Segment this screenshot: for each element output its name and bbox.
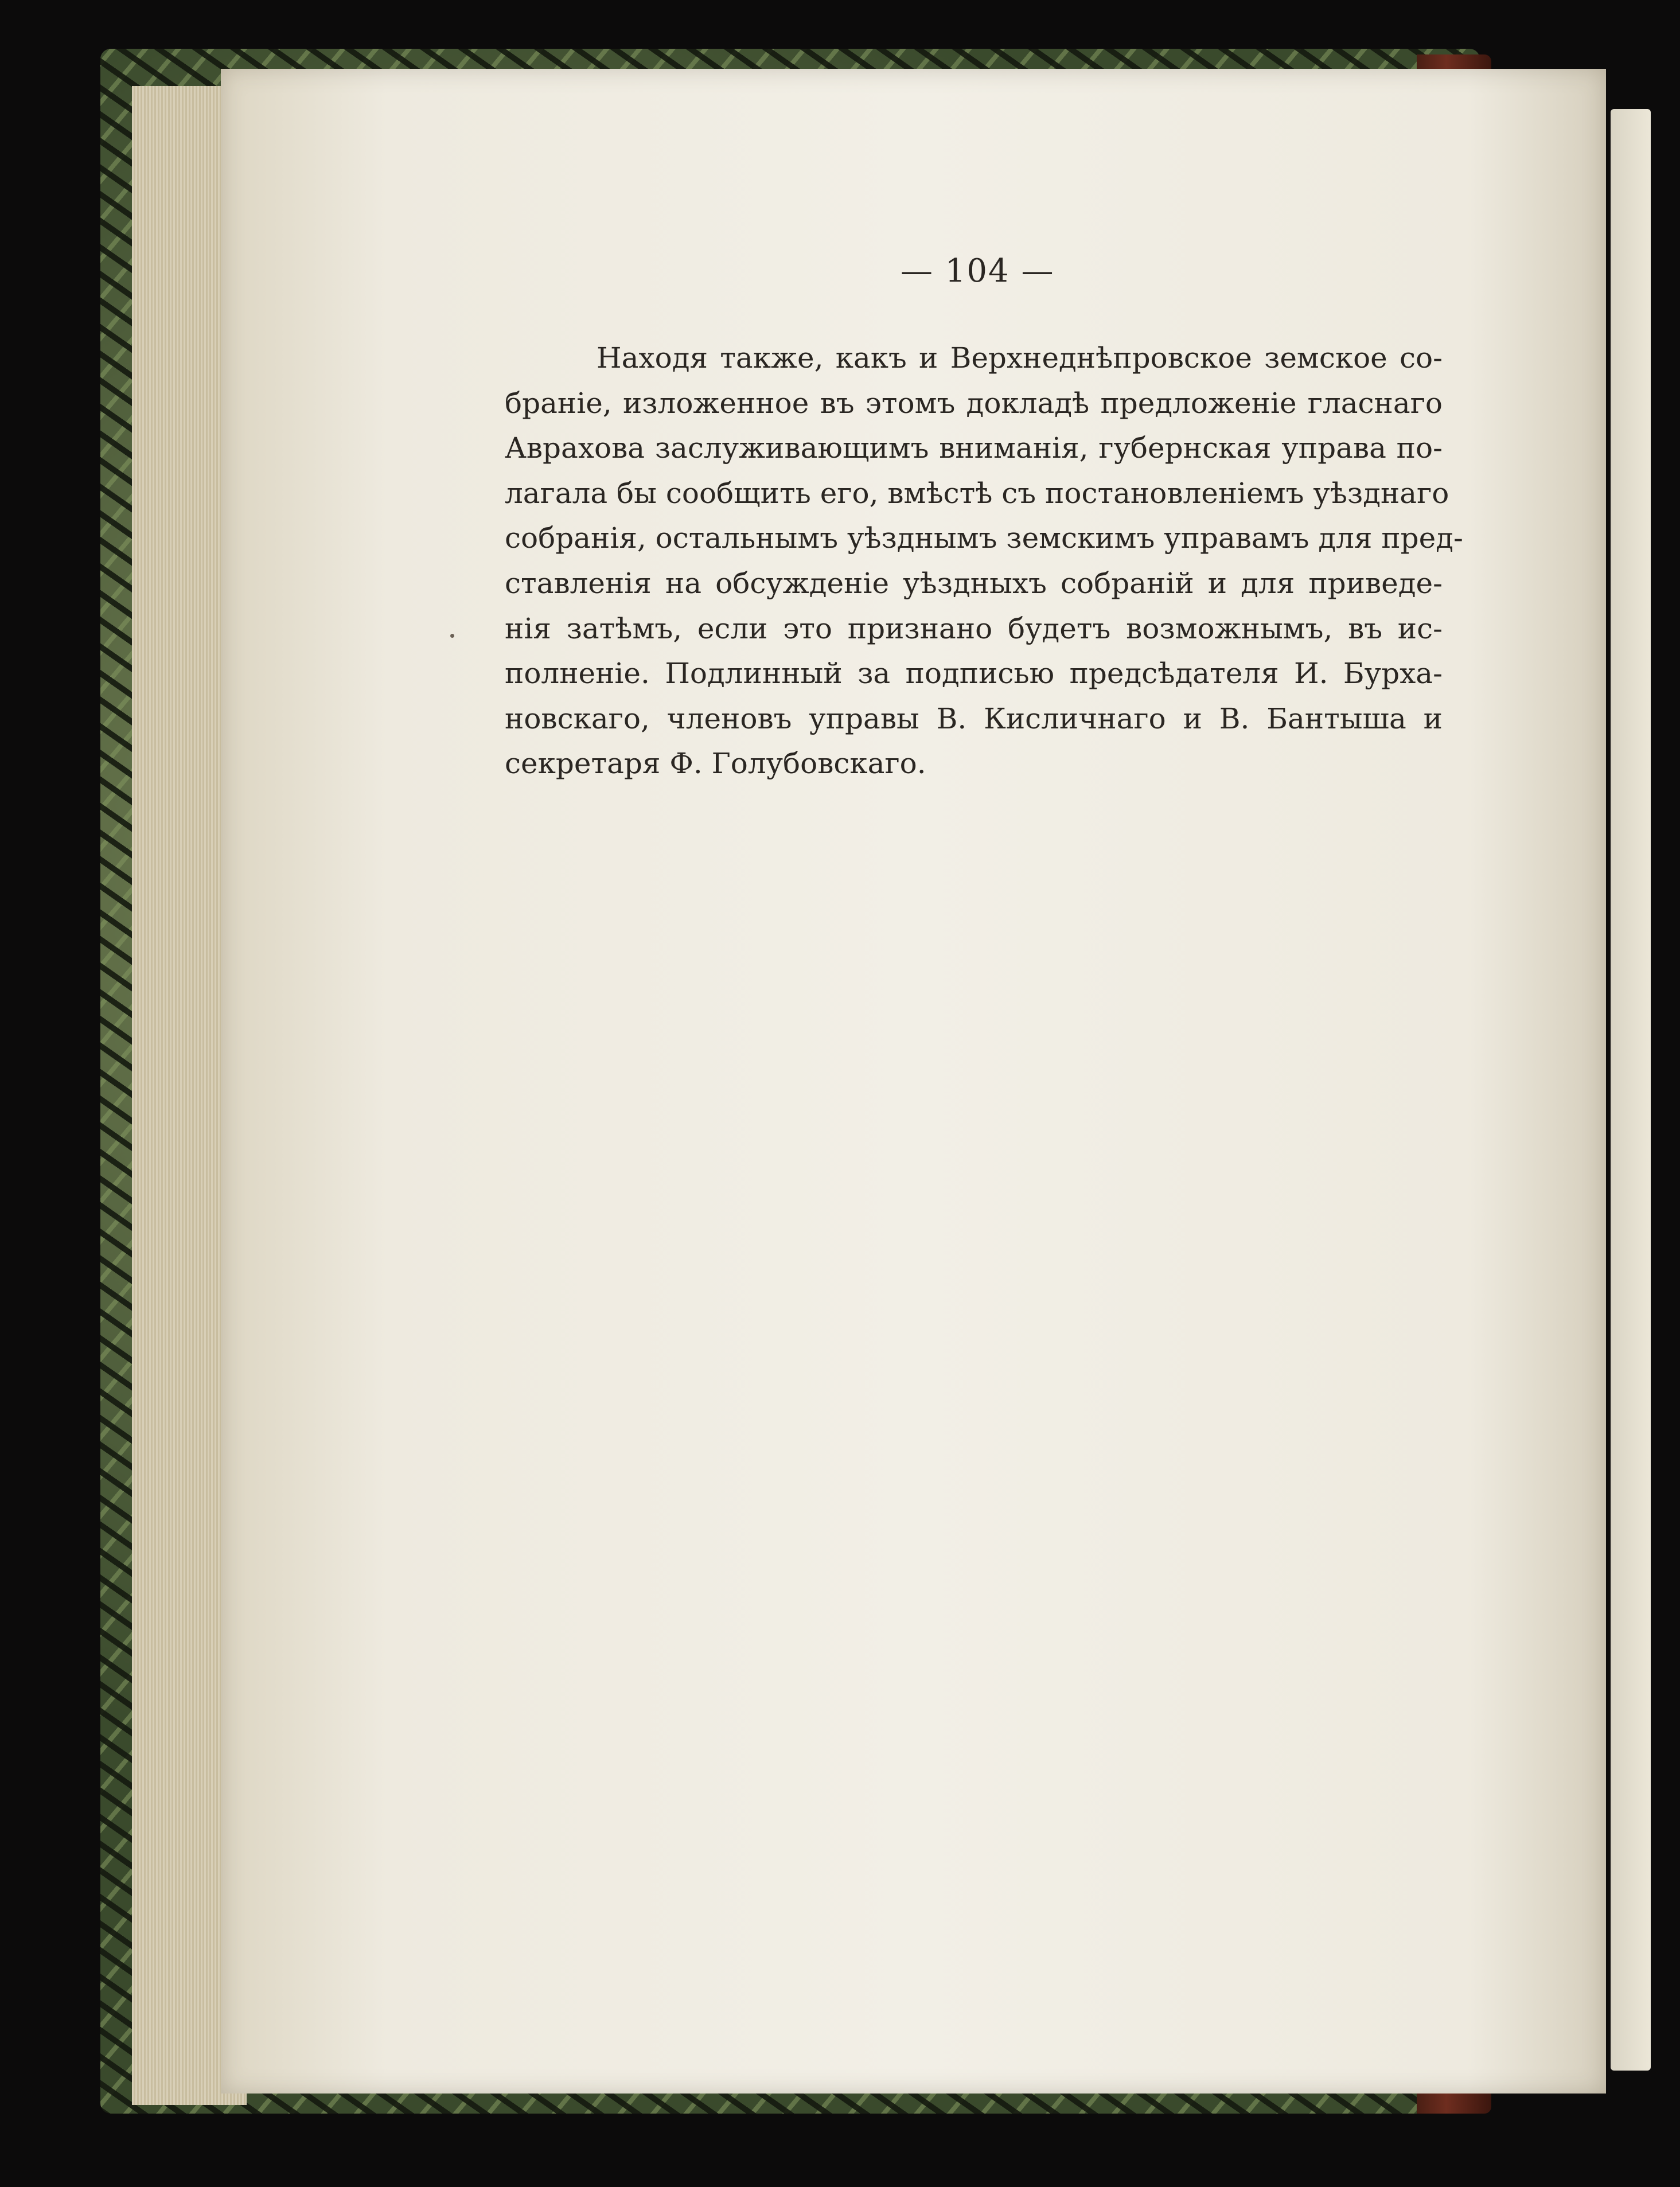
text-line: секретаря Ф. Голубовскаго. <box>505 747 926 781</box>
text-line: новскаго, членовъ управы В. Кисличнаго и В. Бантыша и <box>505 701 1443 735</box>
paragraph <box>505 336 1463 786</box>
text-line: лагала бы сообщить его, вмѣстѣ съ постановленiемъ уѣзднаго <box>505 476 1449 510</box>
text-line: бранiе, изложенное въ этомъ докладѣ предложенiе гласнаго <box>505 386 1443 420</box>
text-line: нiя затѣмъ, если это признано будетъ возможнымъ, въ ис- <box>505 611 1443 645</box>
text-line: собранiя, остальнымъ уѣзднымъ земскимъ управамъ для пред- <box>505 521 1463 555</box>
text-line: Находя также, какъ и Верхнеднѣпровское земское со- <box>597 341 1443 375</box>
text-line: ставленiя на обсужденiе уѣздныхъ собранiй и для приведе- <box>505 566 1443 600</box>
text-line: полненiе. Подлинный за подписью предсѣдателя И. Бурха- <box>505 657 1443 691</box>
facing-page-edge <box>1611 109 1651 2071</box>
text-line: Аврахова заслуживающимъ вниманiя, губернская управа по- <box>505 431 1443 465</box>
ink-speck <box>450 634 454 638</box>
page-number: — 104 — <box>901 252 1055 290</box>
